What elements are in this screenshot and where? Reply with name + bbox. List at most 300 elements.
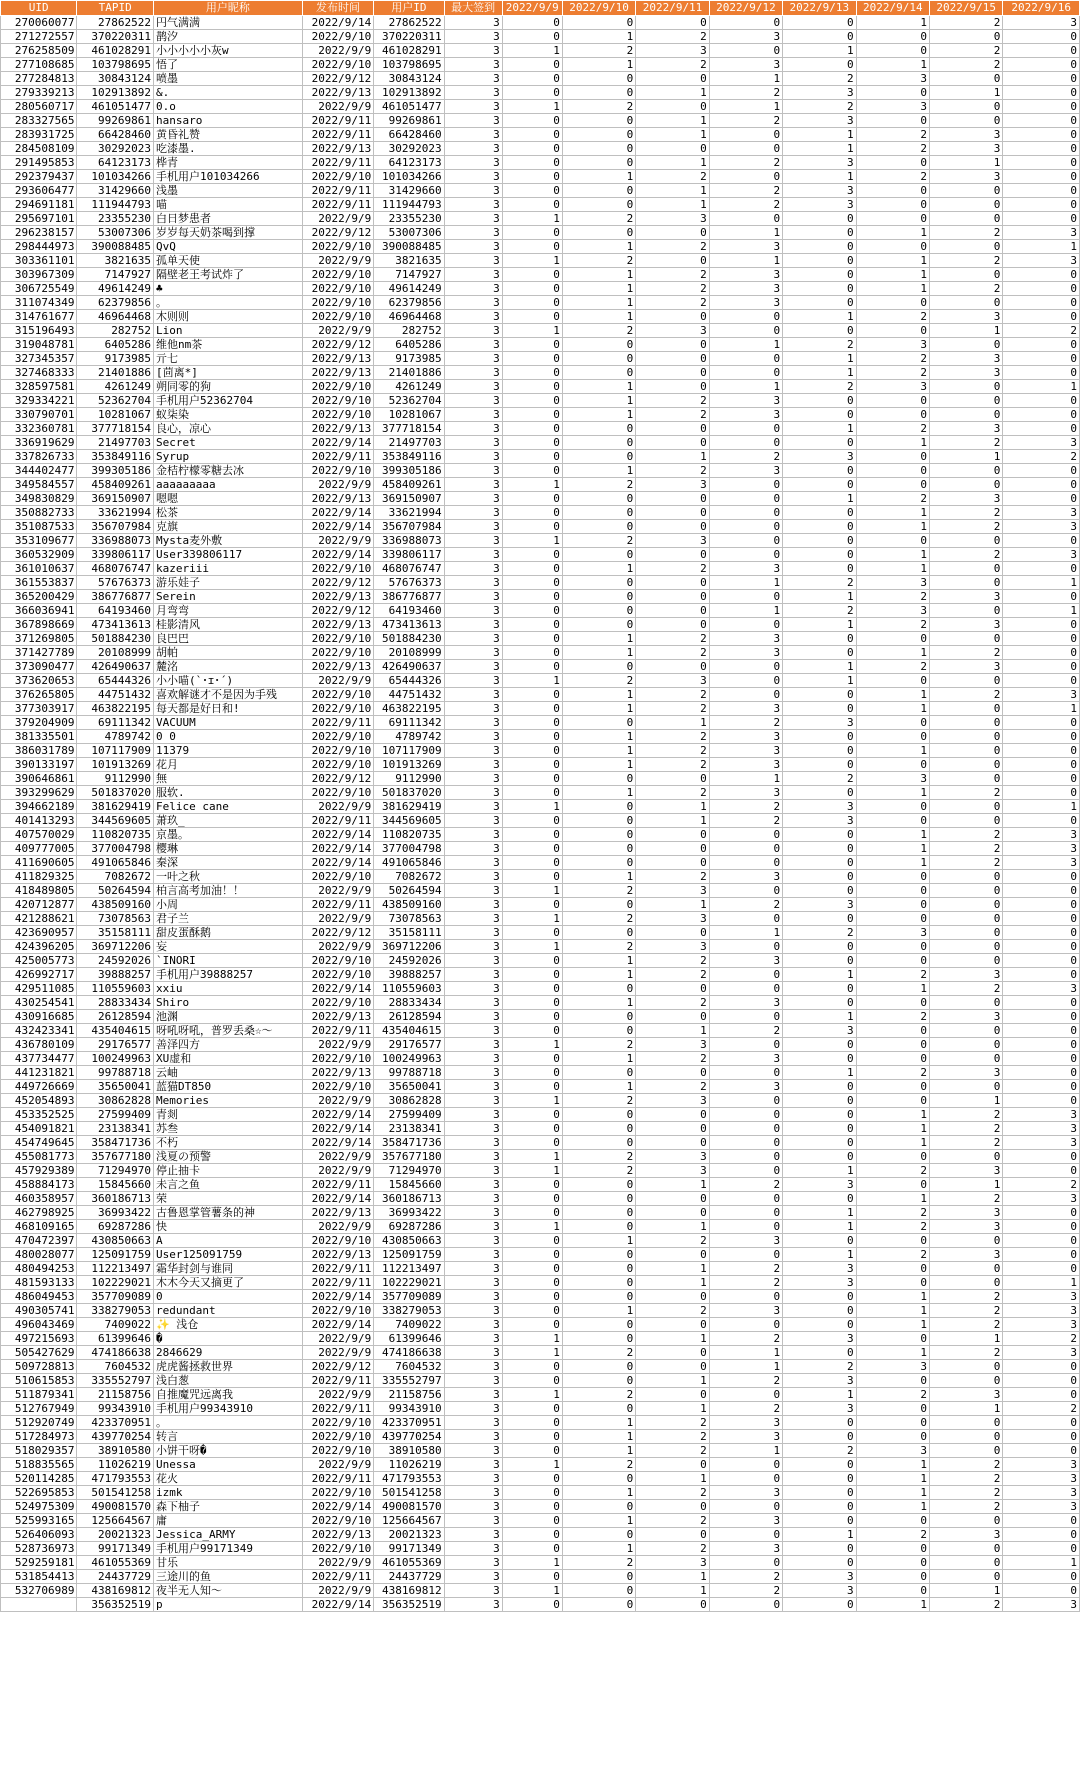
table-cell[interactable]: 浅墨 xyxy=(153,184,302,198)
table-cell[interactable]: 3 xyxy=(444,366,502,380)
table-cell[interactable]: 2022/9/11 xyxy=(302,716,373,730)
table-cell[interactable]: 0 xyxy=(929,898,1002,912)
table-cell[interactable]: 0 xyxy=(636,1122,709,1136)
table-cell[interactable]: 0 xyxy=(502,1234,562,1248)
table-cell[interactable]: 461028291 xyxy=(374,44,444,58)
table-cell[interactable]: 1 xyxy=(562,282,635,296)
table-cell[interactable]: 1 xyxy=(929,1332,1002,1346)
table-cell[interactable]: 0 xyxy=(636,422,709,436)
column-header[interactable]: 2022/9/14 xyxy=(856,1,929,16)
table-cell[interactable]: 1 xyxy=(562,30,635,44)
table-cell[interactable]: 2022/9/10 xyxy=(302,1416,373,1430)
table-cell[interactable]: 3 xyxy=(444,1500,502,1514)
table-cell[interactable]: 27599409 xyxy=(374,1108,444,1122)
table-cell[interactable]: 0 xyxy=(153,1290,302,1304)
table-cell[interactable]: 0 xyxy=(502,408,562,422)
table-cell[interactable]: 0 xyxy=(562,1010,635,1024)
table-cell[interactable]: 2 xyxy=(636,170,709,184)
table-cell[interactable]: 1 xyxy=(1003,702,1080,716)
table-cell[interactable]: 283327565 xyxy=(1,114,77,128)
table-cell[interactable]: 0 xyxy=(1003,870,1080,884)
table-cell[interactable]: 1 xyxy=(783,1248,856,1262)
table-cell[interactable]: 0 xyxy=(783,464,856,478)
table-cell[interactable]: 66428460 xyxy=(374,128,444,142)
table-cell[interactable]: 439770254 xyxy=(374,1430,444,1444)
table-cell[interactable]: 君子兰 xyxy=(153,912,302,926)
table-cell[interactable]: 2022/9/9 xyxy=(302,1388,373,1402)
table-cell[interactable]: 2022/9/10 xyxy=(302,58,373,72)
table-cell[interactable]: 110820735 xyxy=(77,828,153,842)
table-cell[interactable]: 3 xyxy=(709,730,782,744)
table-cell[interactable]: 0 xyxy=(709,1010,782,1024)
table-cell[interactable]: 0 xyxy=(856,240,929,254)
table-cell[interactable]: 3 xyxy=(1003,856,1080,870)
table-cell[interactable]: 3 xyxy=(444,674,502,688)
table-cell[interactable]: 0 xyxy=(709,1150,782,1164)
table-cell[interactable]: 0 xyxy=(562,1066,635,1080)
table-cell[interactable]: 3 xyxy=(444,1542,502,1556)
table-cell[interactable]: 2 xyxy=(783,100,856,114)
table-cell[interactable]: 2 xyxy=(562,100,635,114)
table-cell[interactable]: 46964468 xyxy=(374,310,444,324)
table-cell[interactable]: 0 xyxy=(1003,422,1080,436)
table-cell[interactable]: 0 xyxy=(562,1108,635,1122)
table-cell[interactable]: 0 xyxy=(502,1360,562,1374)
table-cell[interactable]: 1 xyxy=(856,1108,929,1122)
table-cell[interactable]: 3 xyxy=(1003,1136,1080,1150)
table-cell[interactable]: aaaaaaaaa xyxy=(153,478,302,492)
table-cell[interactable]: 1 xyxy=(636,1262,709,1276)
table-cell[interactable]: 99171349 xyxy=(374,1542,444,1556)
table-cell[interactable]: 1 xyxy=(636,1374,709,1388)
table-cell[interactable]: 2 xyxy=(562,1164,635,1178)
table-cell[interactable]: 0 xyxy=(562,492,635,506)
table-cell[interactable]: 0 xyxy=(856,884,929,898)
table-cell[interactable]: 491065846 xyxy=(374,856,444,870)
table-cell[interactable]: 0 xyxy=(709,1556,782,1570)
table-cell[interactable]: 0 xyxy=(636,604,709,618)
table-cell[interactable]: 315196493 xyxy=(1,324,77,338)
table-cell[interactable]: 473413613 xyxy=(374,618,444,632)
table-cell[interactable]: 0 xyxy=(783,562,856,576)
table-cell[interactable]: 3 xyxy=(444,268,502,282)
table-cell[interactable]: 克旗 xyxy=(153,520,302,534)
table-cell[interactable]: 332360781 xyxy=(1,422,77,436)
table-cell[interactable]: 0 xyxy=(1003,1220,1080,1234)
table-cell[interactable]: 良巴巴 xyxy=(153,632,302,646)
table-cell[interactable]: 0 xyxy=(636,100,709,114)
table-cell[interactable]: 11026219 xyxy=(77,1458,153,1472)
table-cell[interactable]: 438169812 xyxy=(77,1584,153,1598)
table-cell[interactable]: 102913892 xyxy=(77,86,153,100)
table-cell[interactable]: 0 xyxy=(1003,1206,1080,1220)
table-cell[interactable]: 0 xyxy=(783,1514,856,1528)
table-cell[interactable]: 28833434 xyxy=(77,996,153,1010)
table-cell[interactable]: 0 xyxy=(1003,352,1080,366)
table-cell[interactable]: 3 xyxy=(444,1038,502,1052)
table-cell[interactable]: 。 xyxy=(153,1416,302,1430)
table-cell[interactable]: 461051477 xyxy=(374,100,444,114)
table-cell[interactable]: 0 xyxy=(929,1542,1002,1556)
table-cell[interactable]: 376265805 xyxy=(1,688,77,702)
table-cell[interactable]: 501884230 xyxy=(77,632,153,646)
table-cell[interactable]: 2022/9/10 xyxy=(302,1430,373,1444)
table-cell[interactable]: 2022/9/14 xyxy=(302,16,373,30)
table-cell[interactable]: 1 xyxy=(709,254,782,268)
table-cell[interactable]: 0 xyxy=(1003,814,1080,828)
table-cell[interactable]: 2 xyxy=(856,1248,929,1262)
table-cell[interactable]: 337826733 xyxy=(1,450,77,464)
table-cell[interactable]: 0 xyxy=(929,632,1002,646)
table-cell[interactable]: 3 xyxy=(783,1584,856,1598)
table-cell[interactable]: 2022/9/9 xyxy=(302,1164,373,1178)
table-cell[interactable]: 未言之鱼 xyxy=(153,1178,302,1192)
table-cell[interactable]: 3 xyxy=(709,1080,782,1094)
table-cell[interactable]: 0 xyxy=(783,1556,856,1570)
table-cell[interactable]: 101913269 xyxy=(77,758,153,772)
table-cell[interactable]: 0 xyxy=(1003,646,1080,660)
table-cell[interactable]: Syrup xyxy=(153,450,302,464)
table-cell[interactable]: 438509160 xyxy=(374,898,444,912)
table-cell[interactable]: 0 xyxy=(636,590,709,604)
table-cell[interactable]: 371269805 xyxy=(1,632,77,646)
table-cell[interactable]: 0 xyxy=(636,1458,709,1472)
table-cell[interactable]: 2022/9/11 xyxy=(302,1570,373,1584)
table-cell[interactable]: 3 xyxy=(444,1472,502,1486)
table-cell[interactable]: 390133197 xyxy=(1,758,77,772)
table-cell[interactable]: 66428460 xyxy=(77,128,153,142)
table-cell[interactable]: 111944793 xyxy=(374,198,444,212)
table-cell[interactable]: 停止抽卡 xyxy=(153,1164,302,1178)
table-cell[interactable]: 0 xyxy=(1003,1066,1080,1080)
table-cell[interactable]: 0 xyxy=(856,1262,929,1276)
table-cell[interactable]: 喷墨 xyxy=(153,72,302,86)
table-cell[interactable]: 3 xyxy=(1003,226,1080,240)
table-cell[interactable]: 2 xyxy=(709,1374,782,1388)
table-cell[interactable]: 351087533 xyxy=(1,520,77,534)
table-cell[interactable]: Serein xyxy=(153,590,302,604)
table-cell[interactable]: 112213497 xyxy=(374,1262,444,1276)
table-cell[interactable]: 1 xyxy=(709,338,782,352)
table-cell[interactable]: 2 xyxy=(636,968,709,982)
table-cell[interactable]: 370220311 xyxy=(374,30,444,44)
table-cell[interactable]: 0 xyxy=(1003,1010,1080,1024)
table-cell[interactable]: 2 xyxy=(856,492,929,506)
table-cell[interactable]: 0 xyxy=(636,436,709,450)
table-cell[interactable]: 1 xyxy=(502,254,562,268)
table-cell[interactable]: 21401886 xyxy=(77,366,153,380)
table-cell[interactable]: 3 xyxy=(783,156,856,170)
table-cell[interactable]: 2022/9/13 xyxy=(302,352,373,366)
table-cell[interactable]: 1 xyxy=(636,450,709,464)
table-cell[interactable]: 2 xyxy=(709,114,782,128)
table-cell[interactable]: 3 xyxy=(709,394,782,408)
table-cell[interactable]: 31429660 xyxy=(374,184,444,198)
table-cell[interactable]: 0 xyxy=(562,1290,635,1304)
table-cell[interactable]: 3 xyxy=(1003,1598,1080,1612)
table-cell[interactable]: 2022/9/11 xyxy=(302,156,373,170)
table-cell[interactable]: 霜华封剑与谁同 xyxy=(153,1262,302,1276)
table-cell[interactable]: 2 xyxy=(783,1360,856,1374)
table-cell[interactable]: 3 xyxy=(783,1262,856,1276)
table-cell[interactable]: 0 xyxy=(856,1178,929,1192)
table-cell[interactable]: ✨ 浅仓 xyxy=(153,1318,302,1332)
table-cell[interactable]: 3 xyxy=(444,688,502,702)
table-cell[interactable]: 411829325 xyxy=(1,870,77,884)
table-cell[interactable]: 425005773 xyxy=(1,954,77,968)
table-cell[interactable]: 2 xyxy=(929,828,1002,842)
table-cell[interactable]: 1 xyxy=(709,1346,782,1360)
table-cell[interactable]: 0 xyxy=(1003,184,1080,198)
table-cell[interactable]: 2 xyxy=(562,884,635,898)
table-cell[interactable]: 2022/9/12 xyxy=(302,604,373,618)
table-cell[interactable]: 0 xyxy=(502,310,562,324)
table-cell[interactable]: 0 xyxy=(562,1122,635,1136)
table-cell[interactable]: 21158756 xyxy=(374,1388,444,1402)
table-cell[interactable]: 2022/9/11 xyxy=(302,814,373,828)
table-cell[interactable]: 38910580 xyxy=(77,1444,153,1458)
table-cell[interactable]: 0 xyxy=(1003,72,1080,86)
table-cell[interactable]: 3 xyxy=(929,1206,1002,1220)
table-cell[interactable]: 1 xyxy=(856,1136,929,1150)
table-cell[interactable]: 0 xyxy=(1003,1038,1080,1052)
table-cell[interactable]: 0 xyxy=(783,478,856,492)
table-cell[interactable]: 356707984 xyxy=(77,520,153,534)
table-cell[interactable]: 296238157 xyxy=(1,226,77,240)
table-cell[interactable]: 2 xyxy=(636,786,709,800)
table-cell[interactable]: 2 xyxy=(636,1542,709,1556)
table-cell[interactable]: 1 xyxy=(562,1486,635,1500)
table-cell[interactable]: 1 xyxy=(709,772,782,786)
table-cell[interactable]: 3 xyxy=(444,982,502,996)
table-cell[interactable]: 3821635 xyxy=(77,254,153,268)
table-cell[interactable]: 1 xyxy=(783,44,856,58)
table-cell[interactable]: 桦青 xyxy=(153,156,302,170)
table-cell[interactable]: 1 xyxy=(929,156,1002,170)
table-cell[interactable]: 335552797 xyxy=(77,1374,153,1388)
table-cell[interactable]: 2 xyxy=(929,786,1002,800)
table-cell[interactable]: 2022/9/10 xyxy=(302,1444,373,1458)
table-cell[interactable]: 460358957 xyxy=(1,1192,77,1206)
table-cell[interactable]: 0 xyxy=(783,1052,856,1066)
table-cell[interactable]: 0 xyxy=(1003,1514,1080,1528)
table-cell[interactable]: 0 xyxy=(856,716,929,730)
table-cell[interactable]: 2 xyxy=(562,254,635,268)
table-cell[interactable]: 0 xyxy=(929,716,1002,730)
table-cell[interactable]: 0 xyxy=(562,1584,635,1598)
table-cell[interactable]: 501837020 xyxy=(77,786,153,800)
table-cell[interactable]: 0 xyxy=(1003,1164,1080,1178)
table-cell[interactable]: 3 xyxy=(709,296,782,310)
table-cell[interactable]: 鹊汐 xyxy=(153,30,302,44)
table-cell[interactable]: 100249963 xyxy=(77,1052,153,1066)
table-cell[interactable]: 荣 xyxy=(153,1192,302,1206)
table-cell[interactable]: 0 xyxy=(502,842,562,856)
table-cell[interactable]: 3 xyxy=(1003,1486,1080,1500)
table-cell[interactable]: 3 xyxy=(636,884,709,898)
table-cell[interactable]: 381629419 xyxy=(77,800,153,814)
table-cell[interactable]: 2 xyxy=(636,408,709,422)
table-cell[interactable]: 维他nm茶 xyxy=(153,338,302,352)
table-cell[interactable]: 0 xyxy=(502,1304,562,1318)
table-cell[interactable]: 1 xyxy=(562,1514,635,1528)
table-cell[interactable]: 0 xyxy=(929,772,1002,786)
table-cell[interactable]: 65444326 xyxy=(77,674,153,688)
table-cell[interactable]: 3 xyxy=(636,1164,709,1178)
table-cell[interactable]: 0 xyxy=(1003,1542,1080,1556)
table-cell[interactable]: 0 xyxy=(562,1024,635,1038)
column-header[interactable]: UID xyxy=(1,1,77,16)
table-cell[interactable]: 338279053 xyxy=(374,1304,444,1318)
table-cell[interactable]: 2022/9/12 xyxy=(302,576,373,590)
table-cell[interactable]: 1 xyxy=(929,86,1002,100)
table-cell[interactable]: 44751432 xyxy=(374,688,444,702)
table-cell[interactable]: 1 xyxy=(856,688,929,702)
table-cell[interactable]: 0 xyxy=(562,1472,635,1486)
table-cell[interactable]: 3 xyxy=(444,520,502,534)
table-cell[interactable]: 0 xyxy=(1003,1584,1080,1598)
table-cell[interactable]: 0 xyxy=(562,184,635,198)
table-cell[interactable]: 3 xyxy=(856,72,929,86)
table-cell[interactable]: 0 xyxy=(929,1556,1002,1570)
table-cell[interactable]: 0 xyxy=(502,828,562,842)
table-cell[interactable]: 1 xyxy=(709,926,782,940)
table-cell[interactable]: 0 xyxy=(636,506,709,520)
table-cell[interactable]: 0 xyxy=(562,226,635,240)
table-cell[interactable]: 2 xyxy=(562,534,635,548)
table-cell[interactable]: 1 xyxy=(1003,604,1080,618)
table-cell[interactable]: 509728813 xyxy=(1,1360,77,1374)
table-cell[interactable]: 2 xyxy=(929,548,1002,562)
table-cell[interactable]: 0 xyxy=(783,828,856,842)
table-cell[interactable]: 418489805 xyxy=(1,884,77,898)
table-cell[interactable]: 474186638 xyxy=(77,1346,153,1360)
table-cell[interactable]: User125091759 xyxy=(153,1248,302,1262)
table-cell[interactable]: 360532909 xyxy=(1,548,77,562)
table-cell[interactable]: 1 xyxy=(502,1038,562,1052)
table-cell[interactable]: 3 xyxy=(709,870,782,884)
table-cell[interactable]: 1 xyxy=(636,1276,709,1290)
table-cell[interactable]: 0 xyxy=(502,1528,562,1542)
table-cell[interactable]: 亓七 xyxy=(153,352,302,366)
table-cell[interactable]: 30862828 xyxy=(374,1094,444,1108)
table-cell[interactable]: 64123173 xyxy=(77,156,153,170)
table-cell[interactable]: 327468333 xyxy=(1,366,77,380)
table-cell[interactable]: 369150907 xyxy=(77,492,153,506)
table-cell[interactable]: 0 xyxy=(502,786,562,800)
table-cell[interactable]: 0 xyxy=(856,86,929,100)
table-cell[interactable]: 0 xyxy=(562,1402,635,1416)
table-cell[interactable]: 1 xyxy=(562,464,635,478)
table-cell[interactable]: 1 xyxy=(562,1416,635,1430)
table-cell[interactable]: [茴离*] xyxy=(153,366,302,380)
table-cell[interactable]: 3 xyxy=(444,240,502,254)
table-cell[interactable]: 370220311 xyxy=(77,30,153,44)
table-cell[interactable]: 0 xyxy=(562,436,635,450)
table-cell[interactable]: 303361101 xyxy=(1,254,77,268)
table-cell[interactable]: 26128594 xyxy=(374,1010,444,1024)
table-cell[interactable]: 3 xyxy=(444,716,502,730)
table-cell[interactable]: 朔同零的狗 xyxy=(153,380,302,394)
table-cell[interactable]: 21497703 xyxy=(77,436,153,450)
table-cell[interactable]: 2 xyxy=(562,1556,635,1570)
table-cell[interactable]: 0 xyxy=(709,1136,782,1150)
table-cell[interactable]: 0 xyxy=(1003,940,1080,954)
table-cell[interactable]: 0 xyxy=(783,394,856,408)
table-cell[interactable]: 2 xyxy=(636,1080,709,1094)
table-cell[interactable]: 3 xyxy=(783,86,856,100)
table-cell[interactable]: 3 xyxy=(1003,1318,1080,1332)
table-cell[interactable]: 0 xyxy=(929,814,1002,828)
table-cell[interactable]: 356707984 xyxy=(374,520,444,534)
table-cell[interactable]: 9173985 xyxy=(374,352,444,366)
table-cell[interactable]: 2022/9/10 xyxy=(302,1486,373,1500)
table-cell[interactable]: 2 xyxy=(636,688,709,702)
table-cell[interactable]: 1 xyxy=(856,1122,929,1136)
table-cell[interactable]: 0 xyxy=(856,1430,929,1444)
table-cell[interactable]: 46964468 xyxy=(77,310,153,324)
table-cell[interactable]: 0 xyxy=(783,408,856,422)
table-cell[interactable]: 2 xyxy=(709,898,782,912)
table-cell[interactable]: 3 xyxy=(709,30,782,44)
table-cell[interactable]: 0 xyxy=(636,16,709,30)
table-cell[interactable]: 7082672 xyxy=(374,870,444,884)
table-cell[interactable]: 2022/9/13 xyxy=(302,590,373,604)
table-cell[interactable]: 0 xyxy=(709,1528,782,1542)
table-cell[interactable]: 1 xyxy=(562,240,635,254)
table-cell[interactable]: 3 xyxy=(444,954,502,968)
table-cell[interactable]: 白日梦患者 xyxy=(153,212,302,226)
table-cell[interactable]: 3 xyxy=(444,548,502,562)
table-cell[interactable]: 0 xyxy=(709,1290,782,1304)
table-cell[interactable]: 1 xyxy=(562,170,635,184)
table-cell[interactable]: 2022/9/12 xyxy=(302,926,373,940)
table-cell[interactable]: 2 xyxy=(562,912,635,926)
table-cell[interactable]: 2 xyxy=(636,1486,709,1500)
table-cell[interactable]: 53007306 xyxy=(374,226,444,240)
table-cell[interactable]: 2 xyxy=(636,268,709,282)
table-cell[interactable]: 0 xyxy=(502,702,562,716)
table-cell[interactable]: 429511085 xyxy=(1,982,77,996)
table-cell[interactable]: 3 xyxy=(444,1052,502,1066)
table-cell[interactable]: 0 xyxy=(783,436,856,450)
table-cell[interactable]: 3 xyxy=(444,1416,502,1430)
table-cell[interactable]: 0 xyxy=(856,912,929,926)
table-cell[interactable]: 358471736 xyxy=(374,1136,444,1150)
table-cell[interactable]: 23138341 xyxy=(77,1122,153,1136)
table-cell[interactable]: 0 xyxy=(856,44,929,58)
table-cell[interactable]: 371427789 xyxy=(1,646,77,660)
table-cell[interactable]: 3 xyxy=(444,1150,502,1164)
table-cell[interactable]: 0 xyxy=(783,282,856,296)
table-cell[interactable]: 2022/9/9 xyxy=(302,1038,373,1052)
table-cell[interactable]: 0 xyxy=(709,674,782,688)
table-cell[interactable]: 2 xyxy=(636,1052,709,1066)
table-cell[interactable]: 1 xyxy=(636,1402,709,1416)
table-cell[interactable]: 2 xyxy=(709,1178,782,1192)
table-cell[interactable]: 0 xyxy=(1003,1262,1080,1276)
table-cell[interactable]: 3 xyxy=(444,1360,502,1374)
table-cell[interactable]: 426490637 xyxy=(374,660,444,674)
table-cell[interactable]: 64193460 xyxy=(374,604,444,618)
table-cell[interactable]: 2 xyxy=(783,1444,856,1458)
table-cell[interactable]: 0 xyxy=(502,58,562,72)
table-cell[interactable]: 461028291 xyxy=(77,44,153,58)
table-cell[interactable]: 0 xyxy=(562,114,635,128)
table-cell[interactable]: 1 xyxy=(856,506,929,520)
table-cell[interactable]: 2022/9/13 xyxy=(302,1206,373,1220)
table-cell[interactable]: 0 xyxy=(1003,142,1080,156)
